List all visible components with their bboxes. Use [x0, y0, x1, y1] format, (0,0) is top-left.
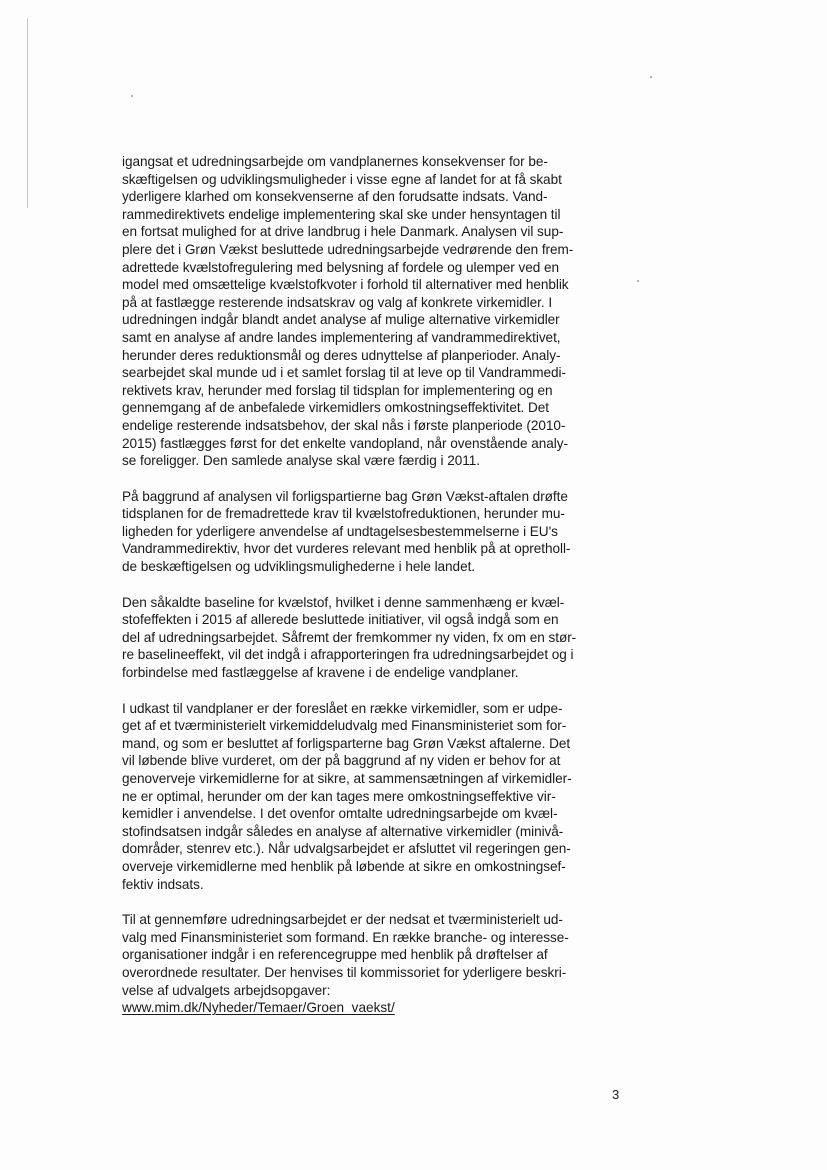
text-line: yderligere klarhed om konsekvenserne af den forudsatte indsats. Vand- — [122, 189, 548, 205]
paragraph-gap — [122, 576, 622, 594]
text-line: model med omsættelige kvælstofkvoter i forhold til alternativer med henblik — [122, 277, 569, 293]
text-line: vil løbende blive vurderet, om der på baggrund af ny viden er behov for at — [122, 753, 561, 769]
text-line: se foreligger. Den samlede analyse skal være færdig i 2011. — [122, 453, 480, 469]
text-line: rammedirektivets endelige implementering skal ske under hensyntagen til — [122, 206, 561, 222]
paragraph-4 — [122, 700, 622, 894]
paragraph-3 — [122, 594, 622, 682]
text-line: genoverveje virkemidlerne for at sikre, at sammensætningen af virkemidler- — [122, 771, 572, 786]
text-line: I udkast til vandplaner er der foreslået en række virkemidler, som er udpe- — [122, 700, 563, 716]
text-line: dområder, stenrev etc.). Når udvalgsarbejdet er afsluttet vil regeringen gen- — [122, 841, 571, 857]
text-line: Til at gennemføre udredningsarbejdet er der nedsat et tværministerielt ud- — [122, 912, 563, 928]
text-line: plere det i Grøn Vækst besluttede udredningsarbejde vedrørende den frem- — [122, 241, 574, 257]
document-body — [122, 153, 622, 1017]
text-line: igangsat et udredningsarbejde om vandplanernes konsekvenser for be- — [122, 154, 548, 169]
text-line: valg med Finansministeriet som formand. En række branche- og interesse- — [122, 929, 569, 945]
text-line: Den såkaldte baseline for kvælstof, hvilket i denne sammenhæng er kvæl- — [122, 594, 565, 610]
text-line: 2015) fastlægges først for det enkelte vandopland, når ovenstående analy- — [122, 435, 568, 451]
paragraph-2 — [122, 488, 622, 576]
text-line: gennemgang af de anbefalede virkemidlers omkostningseffektivitet. Det — [122, 400, 550, 416]
text-line: de beskæftigelsen og udviklingsmulighederne i hele landet. — [122, 559, 476, 575]
text-line: forbindelse med fastlæggelse af kravene i de endelige vandplaner. — [122, 665, 519, 681]
text-line: en fortsat mulighed for at drive landbrug i hele Danmark. Analysen vil sup- — [122, 224, 564, 240]
kommissorium-link[interactable]: www.mim.dk/Nyheder/Temaer/Groen_vaekst/ — [122, 1000, 395, 1016]
text-line: udredningen indgår blandt andet analyse af mulige alternative virkemidler — [122, 312, 560, 328]
text-line: velse af udvalgets arbejdsopgaver: — [122, 982, 331, 998]
text-line: adrettede kvælstofregulering med belysning af fordele og ulemper ved en — [122, 259, 559, 275]
paragraph-1 — [122, 153, 622, 470]
text-line: På baggrund af analysen vil forligspartierne bag Grøn Vækst-aftalen drøfte — [122, 488, 568, 504]
text-line: stofindsatsen indgår således en analyse af alternative virkemidler (minivå- — [122, 823, 564, 839]
text-line: på at fastlægge resterende indsatskrav og valg af konkrete virkemidler. I — [122, 294, 553, 310]
text-line: del af udredningsarbejdet. Såfremt der fremkommer ny viden, fx om en stør- — [122, 629, 577, 645]
text-line: overordnede resultater. Der henvises til kommissoriet for yderligere beskri- — [122, 964, 567, 980]
text-line: stofeffekten i 2015 af allerede besluttede initiativer, vil også indgå som en — [122, 612, 559, 628]
scan-edge-line — [27, 18, 28, 208]
paragraph-gap — [122, 893, 622, 911]
text-line: Vandrammedirektiv, hvor det vurderes relevant med henblik på at opretholl- — [122, 541, 571, 557]
text-line: mand, og som er besluttet af forligsparterne bag Grøn Vækst aftalerne. Det — [122, 735, 571, 751]
paragraph-5 — [122, 911, 622, 999]
text-line: samt en analyse af andre landes implementering af vandrammedirektivet, — [122, 329, 561, 345]
text-line: re baselineeffekt, vil det indgå i afrapporteringen fra udredningsarbejdet og i — [122, 647, 574, 663]
text-line: herunder deres reduktionsmål og deres udnyttelse af planperioder. Analy- — [122, 347, 561, 363]
text-line: organisationer indgår i en referencegruppe med henblik på drøftelser af — [122, 947, 548, 963]
text-line: fektiv indsats. — [122, 876, 204, 892]
text-line: ligheden for yderligere anvendelse af undtagelsesbestemmelserne i EU's — [122, 523, 558, 539]
scan-speck — [637, 280, 639, 282]
text-line: skæftigelsen og udviklingsmuligheder i visse egne af landet for at få skabt — [122, 171, 562, 187]
scan-speck — [131, 95, 133, 97]
text-line: get af et tværministerielt virkemiddeludvalg med Finansministeriet som for- — [122, 718, 567, 734]
paragraph-gap — [122, 682, 622, 700]
text-line: ne er optimal, herunder om der kan tages mere omkostningseffektive vir- — [122, 788, 556, 804]
text-line: kemidler i anvendelse. I det ovenfor omtalte udredningsarbejde om kvæl- — [122, 806, 558, 822]
text-line: rektivets krav, herunder med forslag til tidsplan for implementering og en — [122, 382, 553, 398]
text-line: tidsplanen for de fremadrettede krav til kvælstofreduktionen, herunder mu- — [122, 506, 565, 522]
paragraph-gap — [122, 470, 622, 488]
scan-speck — [650, 76, 652, 78]
text-line: endelige resterende indsatsbehov, der skal nås i første planperiode (2010- — [122, 417, 566, 433]
page-number: 3 — [612, 1087, 620, 1102]
text-line: searbejdet skal munde ud i et samlet forslag til at leve op til Vandrammedi- — [122, 365, 567, 381]
text-line: overveje virkemidlerne med henblik på løbende at sikre en omkostningsef- — [122, 858, 566, 874]
